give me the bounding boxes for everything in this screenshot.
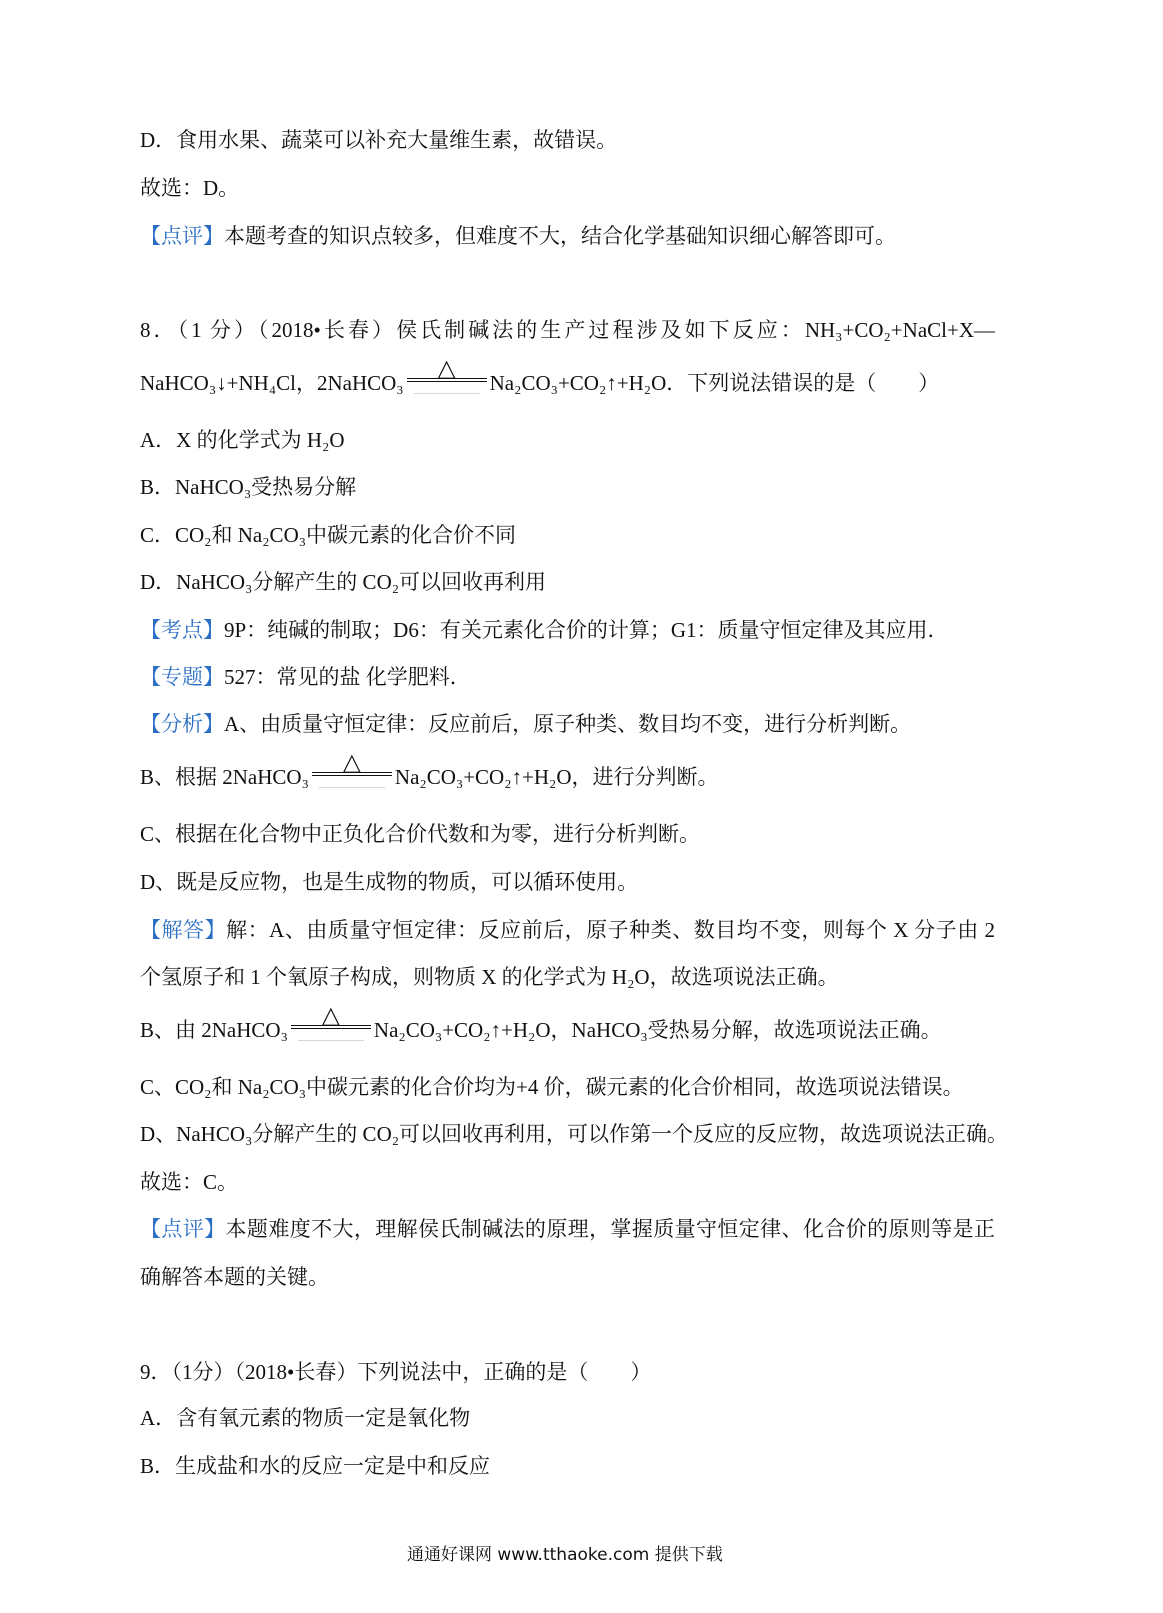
q8-fenxi-c: C、根据在化合物中正负化合价代数和为零，进行分析判断。 — [140, 822, 701, 846]
dianping-text-1: 本题难度不大，理解侯氏制碱法的原理，掌握质量守恒定律、化合价的原则等是正 — [225, 1217, 995, 1241]
q9-option-a: A．含有氧元素的物质一定是氧化物 — [140, 1406, 471, 1430]
delta-symbol: △ — [437, 354, 456, 382]
jieda-label: 【解答】 — [140, 918, 227, 942]
q8-jieda-a2: 个氢原子和 1 个氧原子构成，则物质 X 的化学式为 H₂O，故选项说法正确。 — [140, 965, 839, 989]
fenxi-text-a: A、由质量守恒定律：反应前后，原子种类、数目均不变，进行分析判断。 — [224, 712, 912, 736]
q9-stem: 9．（1分）（2018•长春）下列说法中，正确的是（ ） — [140, 1360, 652, 1384]
q8-stem-after-condition: Na₂CO₃+CO₂↑+H₂O．下列说法错误的是（ ） — [489, 371, 940, 395]
zhuanti-text: 527：常见的盐 化学肥料． — [224, 665, 471, 689]
q8-option-b: B．NaHCO₃受热易分解 — [140, 475, 357, 499]
q8-option-a: A．X 的化学式为 H₂O — [140, 428, 345, 452]
q8-fenxi-a — [140, 709, 911, 739]
jieda-text-a1: 解：A、由质量守恒定律：反应前后，原子种类、数目均不变，则每个 X 分子由 2 — [226, 918, 995, 942]
q8-jieda-d: D、NaHCO₃分解产生的 CO₂可以回收再利用，可以作第一个反应的反应物，故选项说法正确。 — [140, 1122, 1009, 1146]
jieda-b-after-condition: Na₂CO₃+CO₂↑+H₂O，NaHCO₃受热易分解，故选项说法正确。 — [373, 1018, 942, 1042]
zhuanti-label: 【专题】 — [140, 665, 224, 689]
heating-condition — [406, 354, 488, 398]
delta-symbol: △ — [342, 748, 362, 776]
q8-option-c: C．CO₂和 Na₂CO₃中碳元素的化合价不同 — [140, 523, 517, 547]
comment-label: 【点评】 — [140, 224, 224, 248]
kaodian-text: 9P：纯碱的制取；D6：有关元素化合价的计算；G1：质量守恒定律及其应用． — [224, 618, 949, 642]
q9-option-b: B．生成盐和水的反应一定是中和反应 — [140, 1454, 491, 1478]
double-equals-line — [312, 772, 392, 776]
comment-text: 本题考查的知识点较多，但难度不大，结合化学基础知识细心解答即可。 — [224, 224, 896, 248]
condition-underline — [298, 1040, 364, 1041]
q8-dianping-1 — [140, 1214, 995, 1244]
q8-zhuanti — [140, 662, 471, 692]
fenxi-b-before-condition: B、根据 2NaHCO₃ — [140, 765, 309, 789]
delta-symbol: △ — [321, 1001, 341, 1029]
heating-condition — [311, 748, 393, 792]
q8-stem-before-condition: NaHCO₃↓+NH₄Cl，2NaHCO₃ — [140, 371, 404, 395]
heating-condition — [290, 1001, 372, 1045]
prev-option-d: D．食用水果、蔬菜可以补充大量维生素，故错误。 — [140, 128, 618, 152]
kaodian-label: 【考点】 — [140, 618, 224, 642]
q8-jieda-b — [140, 1001, 942, 1045]
condition-underline — [319, 787, 385, 788]
q8-kaodian — [140, 615, 949, 645]
jieda-b-before-condition: B、由 2NaHCO₃ — [140, 1018, 288, 1042]
prev-comment — [140, 221, 896, 251]
q8-jieda-c: C、CO₂和 Na₂CO₃中碳元素的化合价均为+4 价，碳元素的化合价相同，故选项说法错误。 — [140, 1075, 964, 1099]
q8-dianping-2: 确解答本题的关键。 — [140, 1265, 329, 1289]
page-footer: 通通好课网 www.tthaoke.com 提供下载 — [407, 1545, 723, 1565]
q8-answer: 故选：C。 — [140, 1170, 239, 1194]
prev-answer: 故选：D。 — [140, 176, 240, 200]
fenxi-b-after-condition: Na₂CO₃+CO₂↑+H₂O，进行分判断。 — [394, 765, 719, 789]
dianping-label: 【点评】 — [140, 1217, 226, 1241]
fenxi-label: 【分析】 — [140, 712, 224, 736]
q8-option-d: D．NaHCO₃分解产生的 CO₂可以回收再利用 — [140, 570, 547, 594]
q8-jieda-a1 — [140, 915, 995, 945]
double-equals-line — [291, 1025, 371, 1029]
condition-underline — [414, 393, 480, 394]
q8-fenxi-b — [140, 748, 719, 792]
double-equals-line — [407, 378, 487, 382]
q8-fenxi-d: D、既是反应物，也是生成物的物质，可以循环使用。 — [140, 870, 639, 894]
q8-stem-line-1: 8．（1 分）（2018•长春）侯氏制碱法的生产过程涉及如下反应：NH₃+CO₂+NaCl+X— — [140, 318, 995, 342]
q8-stem-line-2 — [140, 354, 940, 398]
